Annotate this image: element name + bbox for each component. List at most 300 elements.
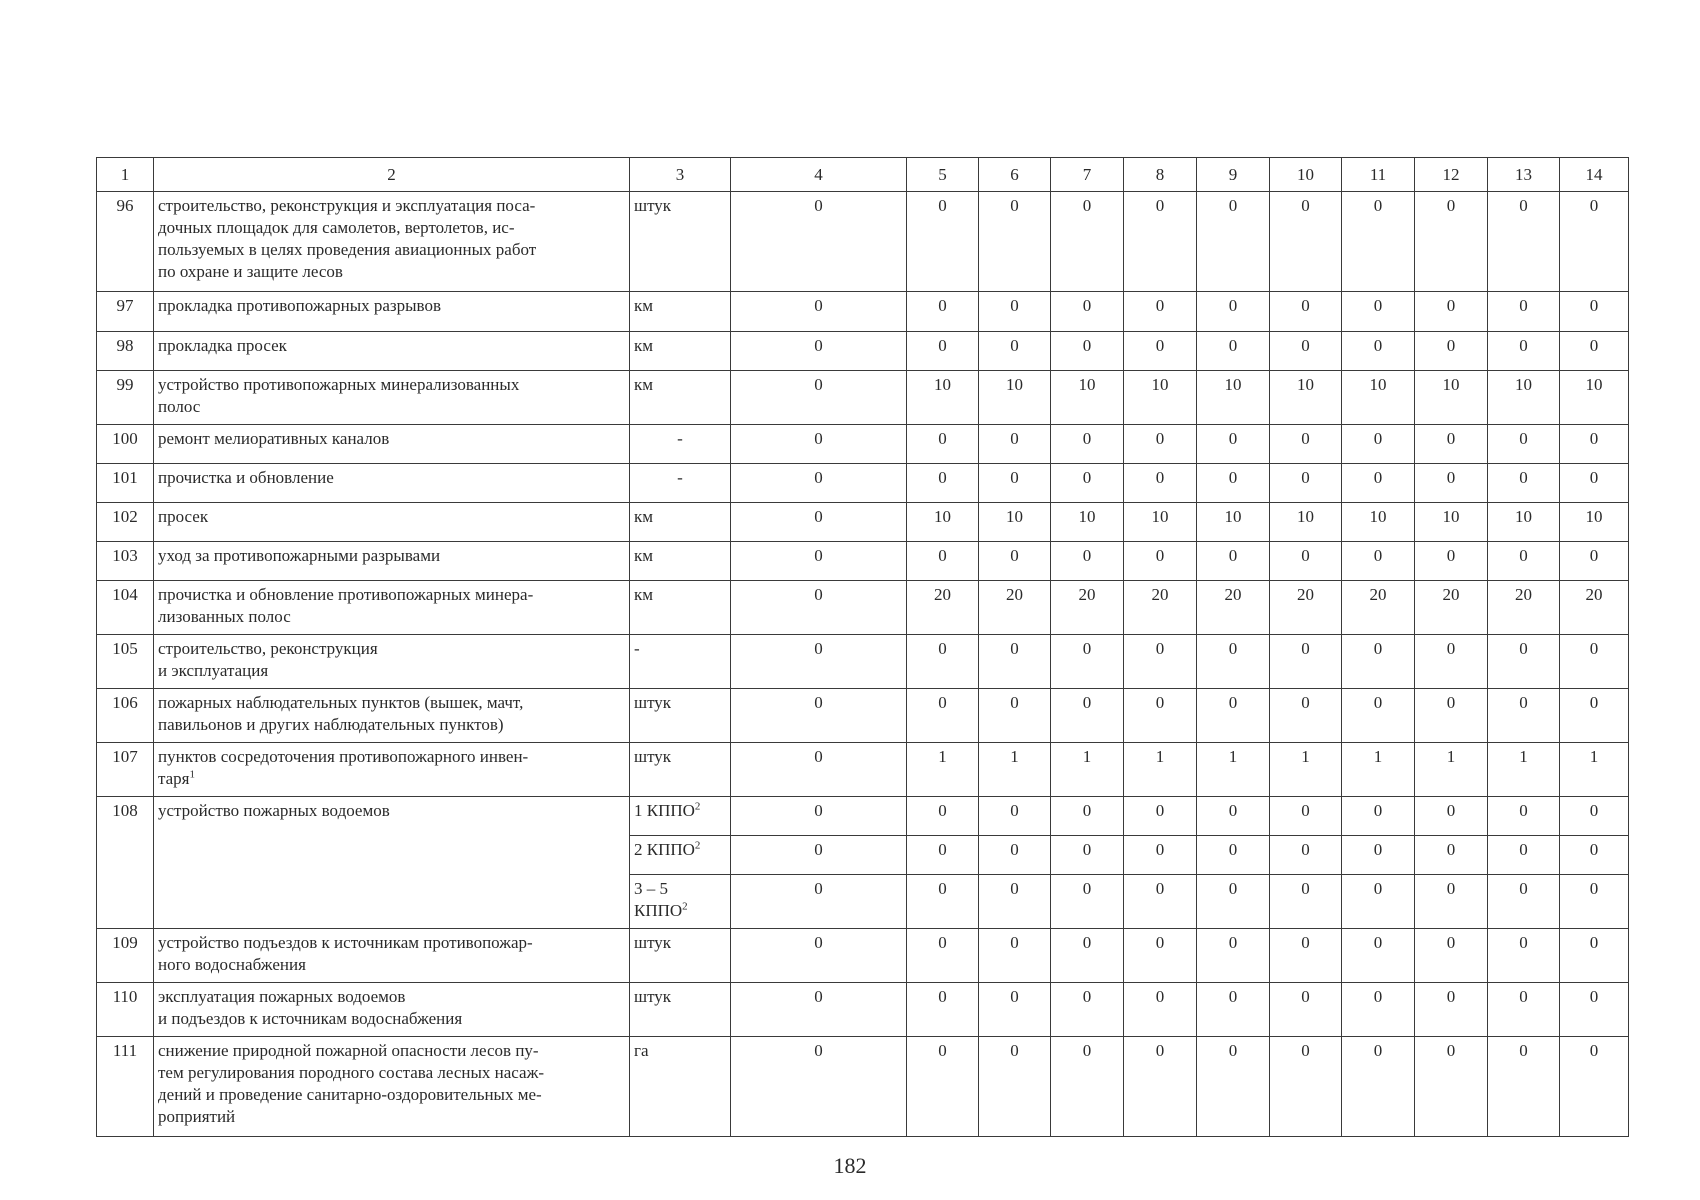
value-col-14: 20 [1560,581,1629,635]
value-col-6: 0 [979,425,1051,464]
value-col-14: 0 [1560,292,1629,332]
value-col-13: 0 [1488,332,1560,371]
unit-cell [630,581,731,635]
measure-description-text: пожарных наблюдательных пунктов (вышек, мачт, павильонов и других наблюдательных пунктов) [158,693,524,734]
table-row [97,503,1629,542]
table-body [97,192,1629,1137]
column-number-7: 7 [1051,158,1124,192]
unit-cell [630,635,731,689]
table-row [97,929,1629,983]
column-number-10: 10 [1270,158,1342,192]
value-col-12: 0 [1415,1037,1488,1137]
value-col-10: 20 [1270,581,1342,635]
value-col-10: 0 [1270,983,1342,1037]
value-col-12: 0 [1415,425,1488,464]
value-col-12: 0 [1415,542,1488,581]
value-col-13: 0 [1488,635,1560,689]
value-col-5: 0 [907,689,979,743]
value-col-8: 0 [1124,192,1197,292]
value-col-11: 0 [1342,689,1415,743]
value-col-14: 0 [1560,689,1629,743]
value-col-13: 0 [1488,464,1560,503]
value-col-13: 20 [1488,581,1560,635]
unit-text: 2 КППО [634,840,695,859]
value-col-4: 0 [731,875,907,929]
value-col-6: 10 [979,371,1051,425]
value-col-11: 0 [1342,464,1415,503]
value-col-7: 0 [1051,689,1124,743]
value-col-8: 1 [1124,743,1197,797]
value-col-5: 0 [907,635,979,689]
unit-cell [630,689,731,743]
value-col-9: 0 [1197,464,1270,503]
value-col-5: 0 [907,929,979,983]
measure-description-text: эксплуатация пожарных водоемов и подъездов к источникам водоснабжения [158,987,463,1028]
value-col-14: 10 [1560,503,1629,542]
value-col-6: 0 [979,836,1051,875]
measure-description [154,192,630,292]
value-col-6: 0 [979,192,1051,292]
unit-cell [630,797,731,836]
value-col-7: 20 [1051,581,1124,635]
value-col-12: 0 [1415,192,1488,292]
measure-description [154,1037,630,1137]
value-col-14: 0 [1560,797,1629,836]
value-col-4: 0 [731,192,907,292]
value-col-4: 0 [731,689,907,743]
value-col-14: 0 [1560,425,1629,464]
column-number-6: 6 [979,158,1051,192]
value-col-12: 10 [1415,371,1488,425]
row-number: 109 [97,929,154,983]
value-col-7: 0 [1051,425,1124,464]
value-col-11: 0 [1342,425,1415,464]
footnote-marker: 2 [694,800,701,813]
measure-description-text: устройство подъездов к источникам противопожар- ного водоснабжения [158,933,533,974]
table-row [97,581,1629,635]
unit-cell [630,836,731,875]
value-col-5: 0 [907,875,979,929]
value-col-8: 0 [1124,542,1197,581]
value-col-8: 0 [1124,292,1197,332]
value-col-6: 0 [979,689,1051,743]
value-col-13: 0 [1488,689,1560,743]
page-number: 182 [833,1153,867,1178]
value-col-8: 0 [1124,425,1197,464]
value-col-13: 0 [1488,929,1560,983]
value-col-10: 10 [1270,371,1342,425]
value-col-14: 0 [1560,542,1629,581]
measure-description-text: строительство, реконструкция и эксплуатация поса- дочных площадок для самолетов, вертолетов, ис- пользуемых в целях проведения авиационных работ по охране и защите лесов [158,196,537,281]
value-col-7: 0 [1051,542,1124,581]
row-number: 108 [97,797,154,929]
value-col-11: 0 [1342,983,1415,1037]
value-col-14: 0 [1560,464,1629,503]
value-col-5: 20 [907,581,979,635]
unit-text: км [634,296,654,315]
unit-text: км [634,375,654,394]
value-col-10: 0 [1270,797,1342,836]
value-col-8: 0 [1124,1037,1197,1137]
value-col-13: 0 [1488,292,1560,332]
value-col-8: 10 [1124,503,1197,542]
value-col-10: 0 [1270,1037,1342,1137]
value-col-7: 0 [1051,875,1124,929]
value-col-6: 10 [979,503,1051,542]
value-col-12: 0 [1415,464,1488,503]
unit-text: км [634,585,654,604]
value-col-9: 0 [1197,689,1270,743]
value-col-7: 10 [1051,503,1124,542]
row-number: 97 [97,292,154,332]
row-number: 110 [97,983,154,1037]
value-col-13: 10 [1488,371,1560,425]
table-row [97,292,1629,332]
value-col-7: 0 [1051,635,1124,689]
value-col-11: 0 [1342,542,1415,581]
value-col-4: 0 [731,1037,907,1137]
value-col-10: 0 [1270,929,1342,983]
value-col-14: 0 [1560,332,1629,371]
value-col-7: 10 [1051,371,1124,425]
value-col-9: 0 [1197,425,1270,464]
unit-text: га [634,1041,649,1060]
value-col-11: 10 [1342,371,1415,425]
value-col-13: 1 [1488,743,1560,797]
value-col-9: 1 [1197,743,1270,797]
value-col-12: 10 [1415,503,1488,542]
unit-cell [630,542,731,581]
measure-description [154,743,630,797]
value-col-4: 0 [731,983,907,1037]
row-number: 96 [97,192,154,292]
measure-description [154,542,630,581]
measure-description [154,635,630,689]
value-col-8: 0 [1124,332,1197,371]
value-col-5: 0 [907,464,979,503]
value-col-7: 0 [1051,797,1124,836]
value-col-10: 0 [1270,332,1342,371]
value-col-9: 0 [1197,875,1270,929]
value-col-4: 0 [731,929,907,983]
measure-description [154,689,630,743]
value-col-12: 0 [1415,292,1488,332]
unit-cell [630,192,731,292]
table-row [97,983,1629,1037]
value-col-8: 0 [1124,689,1197,743]
value-col-8: 0 [1124,836,1197,875]
value-col-10: 0 [1270,836,1342,875]
value-col-8: 0 [1124,929,1197,983]
value-col-11: 0 [1342,1037,1415,1137]
column-number-8: 8 [1124,158,1197,192]
unit-text: штук [634,196,672,215]
unit-cell [630,743,731,797]
unit-cell [630,983,731,1037]
value-col-4: 0 [731,425,907,464]
value-col-4: 0 [731,292,907,332]
value-col-9: 0 [1197,292,1270,332]
measure-description [154,292,630,332]
table-row [97,464,1629,503]
measure-description [154,371,630,425]
value-col-10: 0 [1270,292,1342,332]
measure-description [154,464,630,503]
unit-text: км [634,507,654,526]
row-number: 101 [97,464,154,503]
table-row [97,743,1629,797]
row-number: 100 [97,425,154,464]
value-col-9: 0 [1197,192,1270,292]
unit-cell [630,875,731,929]
value-col-9: 0 [1197,797,1270,836]
column-number-5: 5 [907,158,979,192]
unit-cell [630,929,731,983]
value-col-5: 0 [907,836,979,875]
value-col-10: 0 [1270,689,1342,743]
value-col-10: 10 [1270,503,1342,542]
measure-description-text: снижение природной пожарной опасности лесов пу- тем регулирования породного состава лесных насаж- дений и проведение санитарно-оздоровительных ме- роприятий [158,1041,545,1126]
value-col-10: 0 [1270,425,1342,464]
value-col-9: 0 [1197,929,1270,983]
value-col-11: 0 [1342,292,1415,332]
value-col-11: 0 [1342,635,1415,689]
value-col-13: 0 [1488,836,1560,875]
value-col-5: 0 [907,1037,979,1137]
value-col-11: 10 [1342,503,1415,542]
table-row [97,635,1629,689]
row-number: 103 [97,542,154,581]
footnote-marker: 1 [189,768,196,781]
value-col-13: 0 [1488,542,1560,581]
row-number: 107 [97,743,154,797]
value-col-13: 10 [1488,503,1560,542]
measure-description [154,929,630,983]
unit-cell [630,332,731,371]
value-col-12: 1 [1415,743,1488,797]
value-col-11: 0 [1342,192,1415,292]
unit-cell [630,464,731,503]
value-col-11: 0 [1342,875,1415,929]
value-col-5: 0 [907,192,979,292]
value-col-13: 0 [1488,983,1560,1037]
value-col-13: 0 [1488,875,1560,929]
value-col-6: 0 [979,464,1051,503]
measure-description-text: прокладка просек [158,336,287,355]
value-col-6: 0 [979,983,1051,1037]
value-col-6: 0 [979,875,1051,929]
value-col-12: 0 [1415,836,1488,875]
measure-description-text: прокладка противопожарных разрывов [158,296,441,315]
value-col-4: 0 [731,635,907,689]
unit-text: км [634,336,654,355]
table-row [97,1037,1629,1137]
value-col-8: 0 [1124,983,1197,1037]
value-col-12: 0 [1415,875,1488,929]
unit-text: - [634,639,640,658]
value-col-9: 0 [1197,983,1270,1037]
value-col-14: 0 [1560,875,1629,929]
unit-cell [630,503,731,542]
value-col-8: 0 [1124,875,1197,929]
row-number: 106 [97,689,154,743]
value-col-4: 0 [731,797,907,836]
value-col-6: 20 [979,581,1051,635]
value-col-12: 0 [1415,635,1488,689]
row-number: 111 [97,1037,154,1137]
value-col-12: 0 [1415,929,1488,983]
value-col-14: 0 [1560,1037,1629,1137]
value-col-4: 0 [731,836,907,875]
value-col-7: 0 [1051,836,1124,875]
measure-description-text: строительство, реконструкция и эксплуатация [158,639,378,680]
unit-text: штук [634,933,672,952]
measure-description-text: устройство противопожарных минерализованных полос [158,375,520,416]
value-col-13: 0 [1488,192,1560,292]
value-col-7: 0 [1051,983,1124,1037]
measure-description [154,332,630,371]
value-col-12: 0 [1415,689,1488,743]
value-col-4: 0 [731,542,907,581]
measure-description-text: просек [158,507,209,526]
value-col-13: 0 [1488,797,1560,836]
unit-cell [630,1037,731,1137]
row-number: 104 [97,581,154,635]
value-col-14: 1 [1560,743,1629,797]
value-col-5: 0 [907,542,979,581]
row-number: 105 [97,635,154,689]
value-col-7: 0 [1051,192,1124,292]
table-row [97,689,1629,743]
value-col-11: 0 [1342,929,1415,983]
unit-text: км [634,546,654,565]
table-row [97,192,1629,292]
measure-description-text: ремонт мелиоративных каналов [158,429,390,448]
column-number-12: 12 [1415,158,1488,192]
value-col-9: 0 [1197,836,1270,875]
value-col-14: 0 [1560,635,1629,689]
column-number-13: 13 [1488,158,1560,192]
measure-description-text: прочистка и обновление [158,468,334,487]
measure-description [154,425,630,464]
value-col-8: 0 [1124,464,1197,503]
value-col-5: 0 [907,332,979,371]
unit-text: штук [634,693,672,712]
value-col-6: 0 [979,542,1051,581]
value-col-4: 0 [731,371,907,425]
value-col-5: 10 [907,503,979,542]
value-col-10: 0 [1270,192,1342,292]
measure-description [154,797,630,929]
value-col-6: 0 [979,929,1051,983]
value-col-13: 0 [1488,425,1560,464]
column-number-11: 11 [1342,158,1415,192]
value-col-11: 20 [1342,581,1415,635]
unit-text: - [677,429,683,448]
unit-text: 3 – 5 КППО [634,879,683,920]
value-col-10: 1 [1270,743,1342,797]
value-col-12: 20 [1415,581,1488,635]
unit-text: 1 КППО [634,801,695,820]
value-col-14: 0 [1560,192,1629,292]
column-number-14: 14 [1560,158,1629,192]
value-col-9: 10 [1197,503,1270,542]
value-col-8: 20 [1124,581,1197,635]
value-col-5: 10 [907,371,979,425]
measure-description-text: пунктов сосредоточения противопожарного инвен- таря [158,747,529,788]
footnote-marker: 2 [694,839,701,852]
value-col-13: 0 [1488,1037,1560,1137]
forest-measures-table [96,157,1629,1137]
value-col-6: 0 [979,635,1051,689]
value-col-4: 0 [731,503,907,542]
value-col-11: 0 [1342,332,1415,371]
value-col-14: 10 [1560,371,1629,425]
value-col-10: 0 [1270,542,1342,581]
column-number-4: 4 [731,158,907,192]
value-col-14: 0 [1560,983,1629,1037]
table-row [97,797,1629,836]
value-col-5: 0 [907,425,979,464]
value-col-4: 0 [731,464,907,503]
value-col-7: 0 [1051,332,1124,371]
value-col-7: 0 [1051,292,1124,332]
value-col-4: 0 [731,332,907,371]
value-col-11: 1 [1342,743,1415,797]
value-col-4: 0 [731,743,907,797]
value-col-12: 0 [1415,983,1488,1037]
value-col-7: 1 [1051,743,1124,797]
table-row [97,371,1629,425]
value-col-9: 0 [1197,635,1270,689]
value-col-14: 0 [1560,836,1629,875]
measure-description-text: прочистка и обновление противопожарных минера- лизованных полос [158,585,534,626]
value-col-8: 0 [1124,797,1197,836]
measure-description-text: уход за противопожарными разрывами [158,546,441,565]
measure-description-text: устройство пожарных водоемов [158,801,390,820]
value-col-9: 20 [1197,581,1270,635]
value-col-9: 0 [1197,332,1270,371]
value-col-9: 10 [1197,371,1270,425]
value-col-8: 10 [1124,371,1197,425]
measure-description [154,581,630,635]
value-col-10: 0 [1270,635,1342,689]
value-col-8: 0 [1124,635,1197,689]
value-col-5: 0 [907,797,979,836]
unit-cell [630,292,731,332]
value-col-9: 0 [1197,542,1270,581]
value-col-12: 0 [1415,797,1488,836]
value-col-4: 0 [731,581,907,635]
unit-text: штук [634,987,672,1006]
table-row [97,425,1629,464]
value-col-6: 1 [979,743,1051,797]
value-col-6: 0 [979,1037,1051,1137]
value-col-6: 0 [979,332,1051,371]
value-col-6: 0 [979,292,1051,332]
measure-description [154,983,630,1037]
unit-cell [630,371,731,425]
value-col-12: 0 [1415,332,1488,371]
unit-text: штук [634,747,672,766]
column-number-3: 3 [630,158,731,192]
table-row [97,332,1629,371]
value-col-11: 0 [1342,797,1415,836]
measure-description [154,503,630,542]
value-col-10: 0 [1270,464,1342,503]
footnote-marker: 2 [682,900,688,913]
value-col-6: 0 [979,797,1051,836]
